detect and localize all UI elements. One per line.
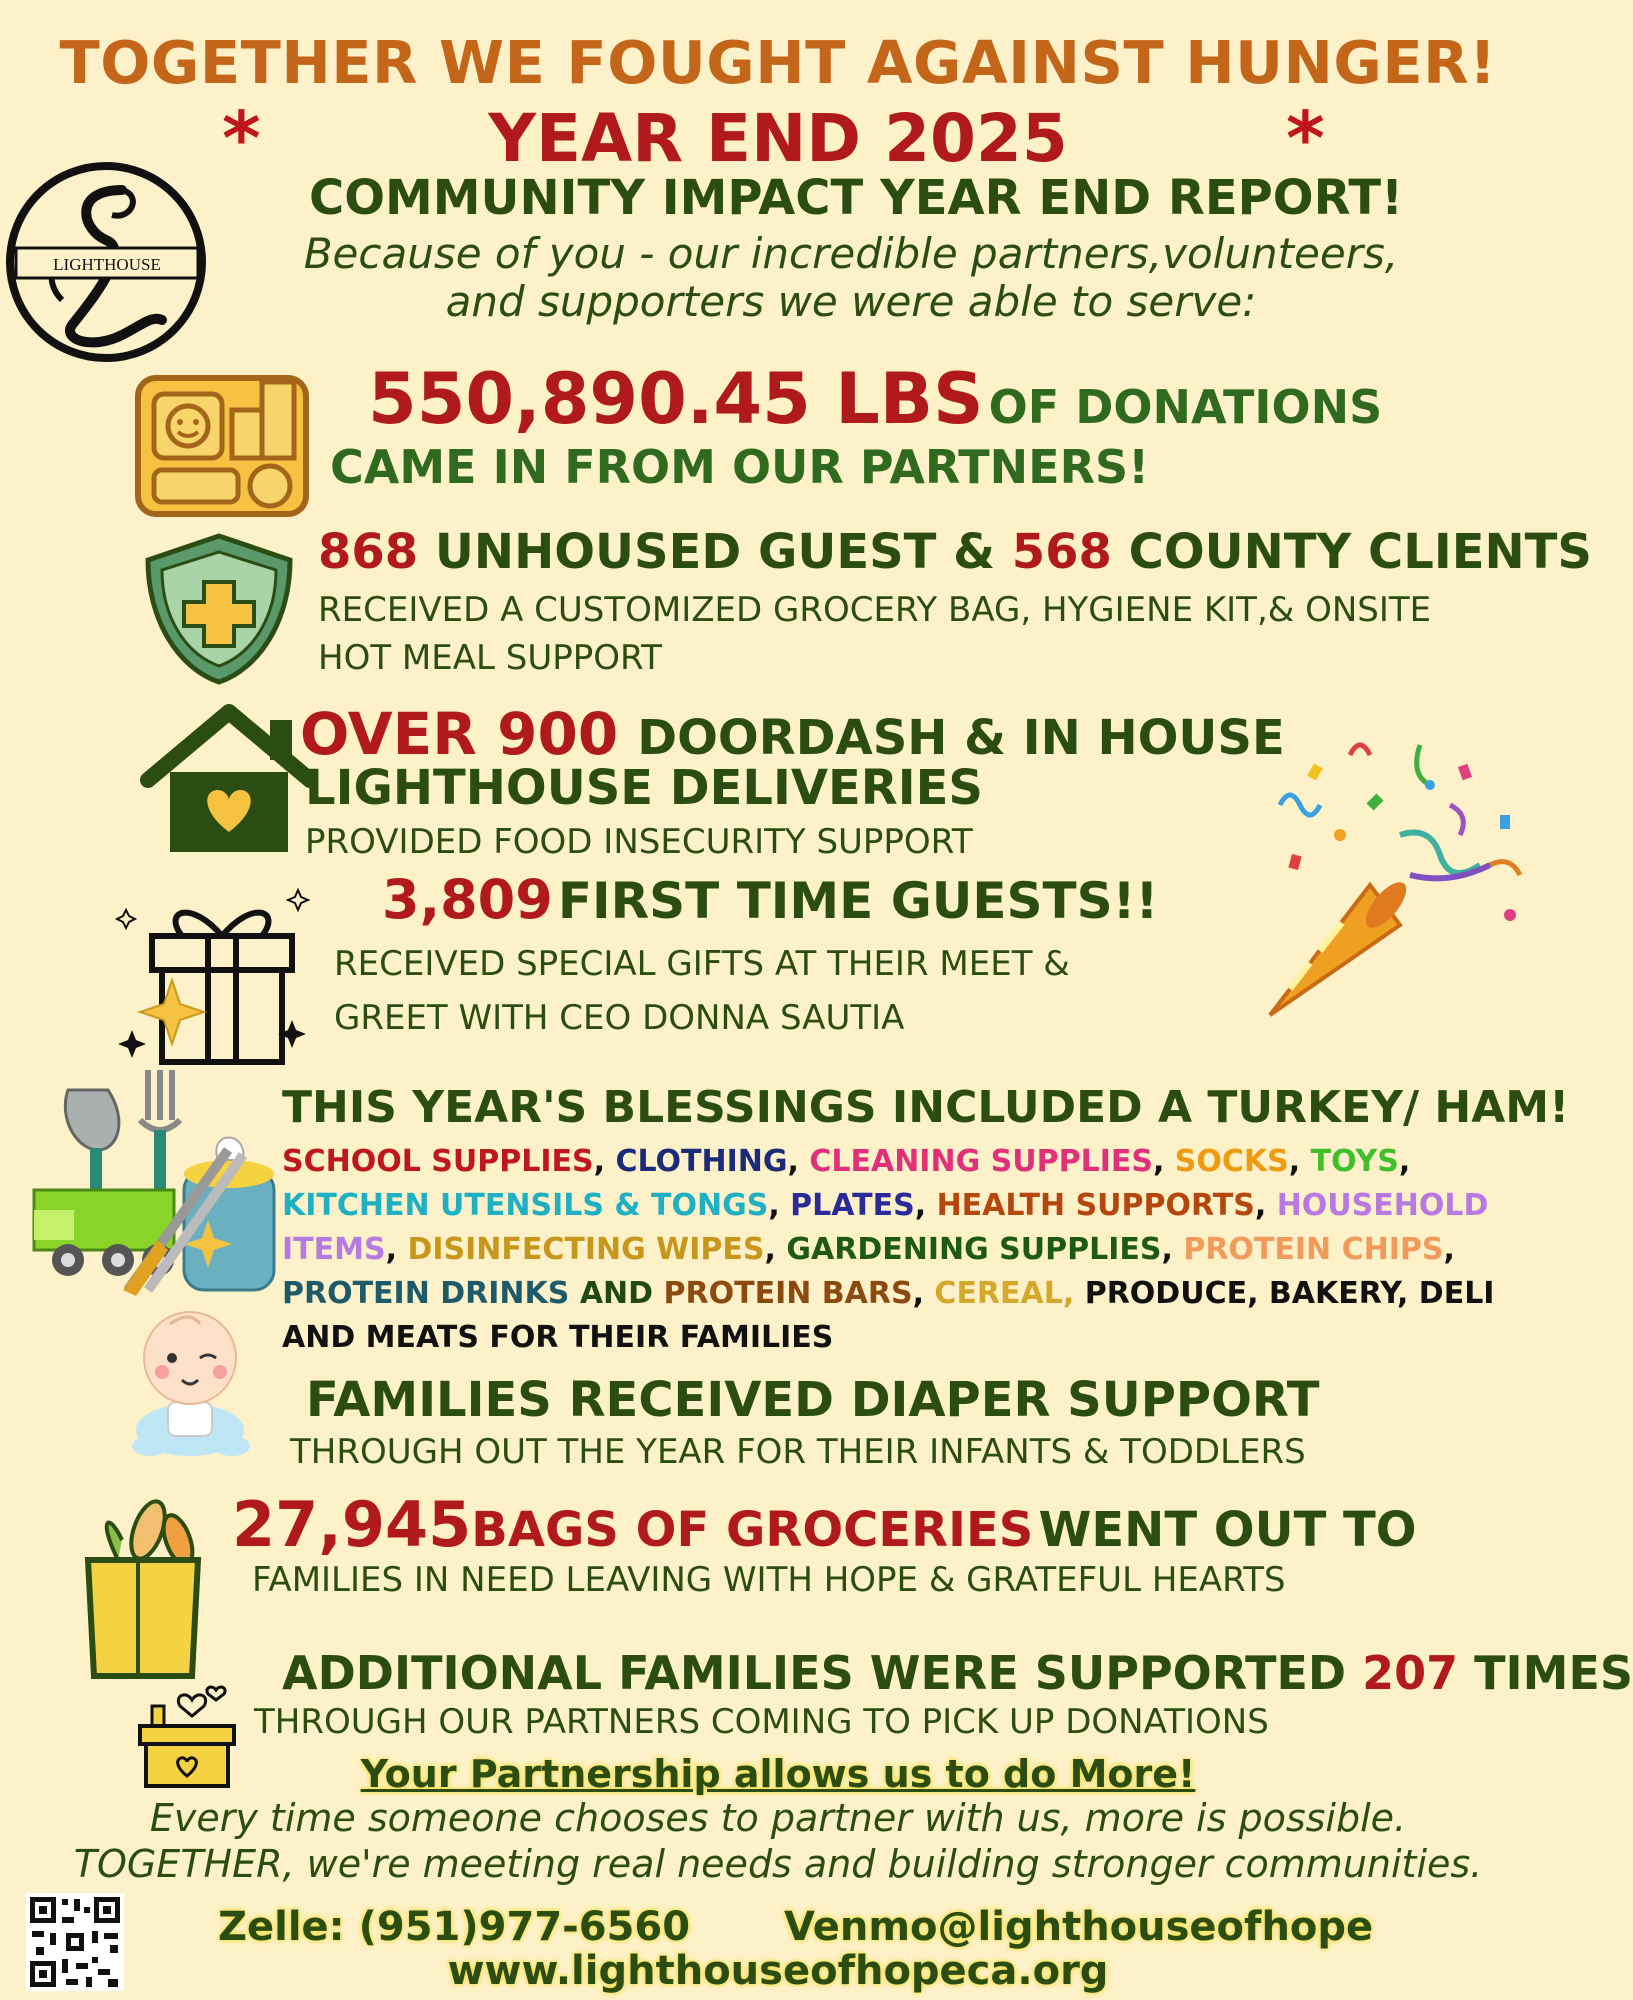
deliveries-value: OVER 900 — [300, 700, 619, 768]
intro-line-1: Because of you - our incredible partners,volunteers, — [303, 229, 1399, 278]
first-time-line-1 — [382, 868, 1158, 931]
baby-icon — [120, 1300, 260, 1464]
blessings-headline: THIS YEAR'S BLESSINGS INCLUDED A TURKEY/ HAM! — [282, 1082, 1570, 1133]
partners-label-2: TIMES — [1474, 1646, 1633, 1700]
grocery-bag-icon — [78, 1500, 208, 1684]
blessing-item: , — [1398, 1144, 1411, 1179]
house-heart-icon — [140, 706, 318, 858]
clients-line-3: HOT MEAL SUPPORT — [318, 638, 662, 678]
partners-count: 207 — [1362, 1646, 1459, 1700]
blessing-item: PROTEIN CHIPS — [1183, 1232, 1444, 1267]
first-time-label: FIRST TIME GUESTS!! — [557, 872, 1159, 930]
donations-line-2: CAME IN FROM OUR PARTNERS! — [330, 440, 1150, 494]
deliveries-label: DOORDASH & IN HOUSE — [637, 710, 1285, 766]
blessing-item: , — [764, 1232, 787, 1267]
groceries-line-1 — [232, 1488, 1417, 1561]
gift-icon — [112, 880, 332, 1074]
report-title: COMMUNITY IMPACT YEAR END REPORT! — [308, 170, 1404, 226]
blessing-item: , — [914, 1188, 937, 1223]
supplies-icon — [28, 1060, 280, 1304]
unhoused-count: 868 — [318, 524, 419, 580]
partners-line-2: THROUGH OUR PARTNERS COMING TO PICK UP DONATIONS — [254, 1702, 1269, 1742]
blessing-item: DISINFECTING WIPES — [407, 1232, 765, 1267]
first-time-line-3: GREET WITH CEO DONNA SAUTIA — [334, 998, 905, 1038]
blessing-item: , — [1254, 1188, 1277, 1223]
groceries-label-red: BAGS OF GROCERIES — [471, 1502, 1034, 1558]
groceries-line-2: FAMILIES IN NEED LEAVING WITH HOPE & GRATEFUL HEARTS — [252, 1560, 1286, 1600]
blessing-item: PRODUCE, BAKERY, DELI AND MEATS FOR THEIR FAMILIES — [282, 1276, 1495, 1355]
diapers-line-2: THROUGH OUT THE YEAR FOR THEIR INFANTS & TODDLERS — [290, 1432, 1306, 1472]
deliveries-line-3: PROVIDED FOOD INSECURITY SUPPORT — [305, 822, 973, 862]
logo-text: LIGHTHOUSE — [53, 255, 161, 274]
diapers-headline: FAMILIES RECEIVED DIAPER SUPPORT — [306, 1372, 1320, 1428]
clients-line-1 — [318, 524, 1592, 580]
website-link[interactable]: www.lighthouseofhopeca.org — [447, 1948, 1109, 1994]
blessing-item: SOCKS — [1174, 1144, 1289, 1179]
deliveries-line-1 — [300, 700, 1285, 768]
blessing-item: HOUSEHOLD ITEMS — [282, 1188, 1489, 1267]
blessing-item: , — [912, 1276, 935, 1311]
blessing-item: AND — [569, 1276, 664, 1311]
asterisk-right: * — [1286, 96, 1325, 182]
party-popper-icon — [1250, 725, 1540, 1029]
county-label: COUNTY CLIENTS — [1128, 524, 1592, 580]
blessing-item: , — [787, 1144, 810, 1179]
first-time-value: 3,809 — [382, 868, 553, 931]
blessing-item: SCHOOL SUPPLIES — [282, 1144, 594, 1179]
blessing-item: , — [593, 1144, 616, 1179]
blessing-item: GARDENING SUPPLIES — [786, 1232, 1162, 1267]
first-time-line-2: RECEIVED SPECIAL GIFTS AT THEIR MEET & — [334, 944, 1070, 984]
groceries-label-green: WENT OUT TO — [1038, 1502, 1417, 1558]
blessing-item: , — [1161, 1232, 1184, 1267]
intro-line-2: and supporters we were able to serve: — [445, 277, 1257, 326]
donations-label: OF DONATIONS — [988, 380, 1383, 434]
blessing-item: PROTEIN BARS — [663, 1276, 913, 1311]
blessing-item: , — [768, 1188, 791, 1223]
intro-text — [236, 230, 1466, 326]
unhoused-label: UNHOUSED GUEST & — [434, 524, 995, 580]
lighthouse-logo — [2, 150, 212, 374]
footer-line-1: Every time someone chooses to partner with us, more is possible. — [149, 1796, 1407, 1840]
clients-line-2: RECEIVED A CUSTOMIZED GROCERY BAG, HYGIENE KIT,& ONSITE — [318, 590, 1432, 630]
asterisk-left: * — [222, 96, 261, 182]
lunchbox-icon — [134, 370, 310, 522]
zelle-info: Zelle: (951)977-6560 — [218, 1904, 691, 1950]
blessing-item: KITCHEN UTENSILS & TONGS — [282, 1188, 769, 1223]
blessing-item: , — [1288, 1144, 1311, 1179]
county-count: 568 — [1011, 524, 1112, 580]
donations-line-1 — [368, 358, 1382, 440]
deliveries-line-2: LIGHTHOUSE DELIVERIES — [305, 760, 983, 816]
blessing-item: , — [385, 1232, 408, 1267]
footer-line-2: TOGETHER, we're meeting real needs and building stronger communities. — [73, 1842, 1483, 1886]
blessing-item: PROTEIN DRINKS — [282, 1276, 570, 1311]
page-title: TOGETHER WE FOUGHT AGAINST HUNGER! — [59, 28, 1497, 97]
blessing-item: , — [1152, 1144, 1175, 1179]
year-end-heading: YEAR END 2025 — [488, 100, 1068, 177]
blessing-item: , — [1443, 1232, 1455, 1267]
donations-value: 550,890.45 LBS — [368, 358, 984, 440]
blessing-item: CLOTHING — [615, 1144, 788, 1179]
venmo-info: Venmo@lighthouseofhope — [784, 1904, 1374, 1950]
blessing-item: CLEANING SUPPLIES — [809, 1144, 1153, 1179]
groceries-value: 27,945 — [232, 1488, 472, 1561]
blessing-item: HEALTH SUPPORTS — [936, 1188, 1255, 1223]
blessings-list — [282, 1140, 1522, 1360]
partnership-link[interactable]: Your Partnership allows us to do More! — [360, 1752, 1196, 1796]
blessing-item: CEREAL, — [934, 1276, 1075, 1311]
blessing-item: PLATES — [790, 1188, 915, 1223]
shield-cross-icon — [140, 530, 298, 692]
blessing-item: TOYS — [1310, 1144, 1399, 1179]
partners-label-1: ADDITIONAL FAMILIES WERE SUPPORTED — [282, 1646, 1347, 1700]
partners-line-1 — [282, 1646, 1633, 1700]
